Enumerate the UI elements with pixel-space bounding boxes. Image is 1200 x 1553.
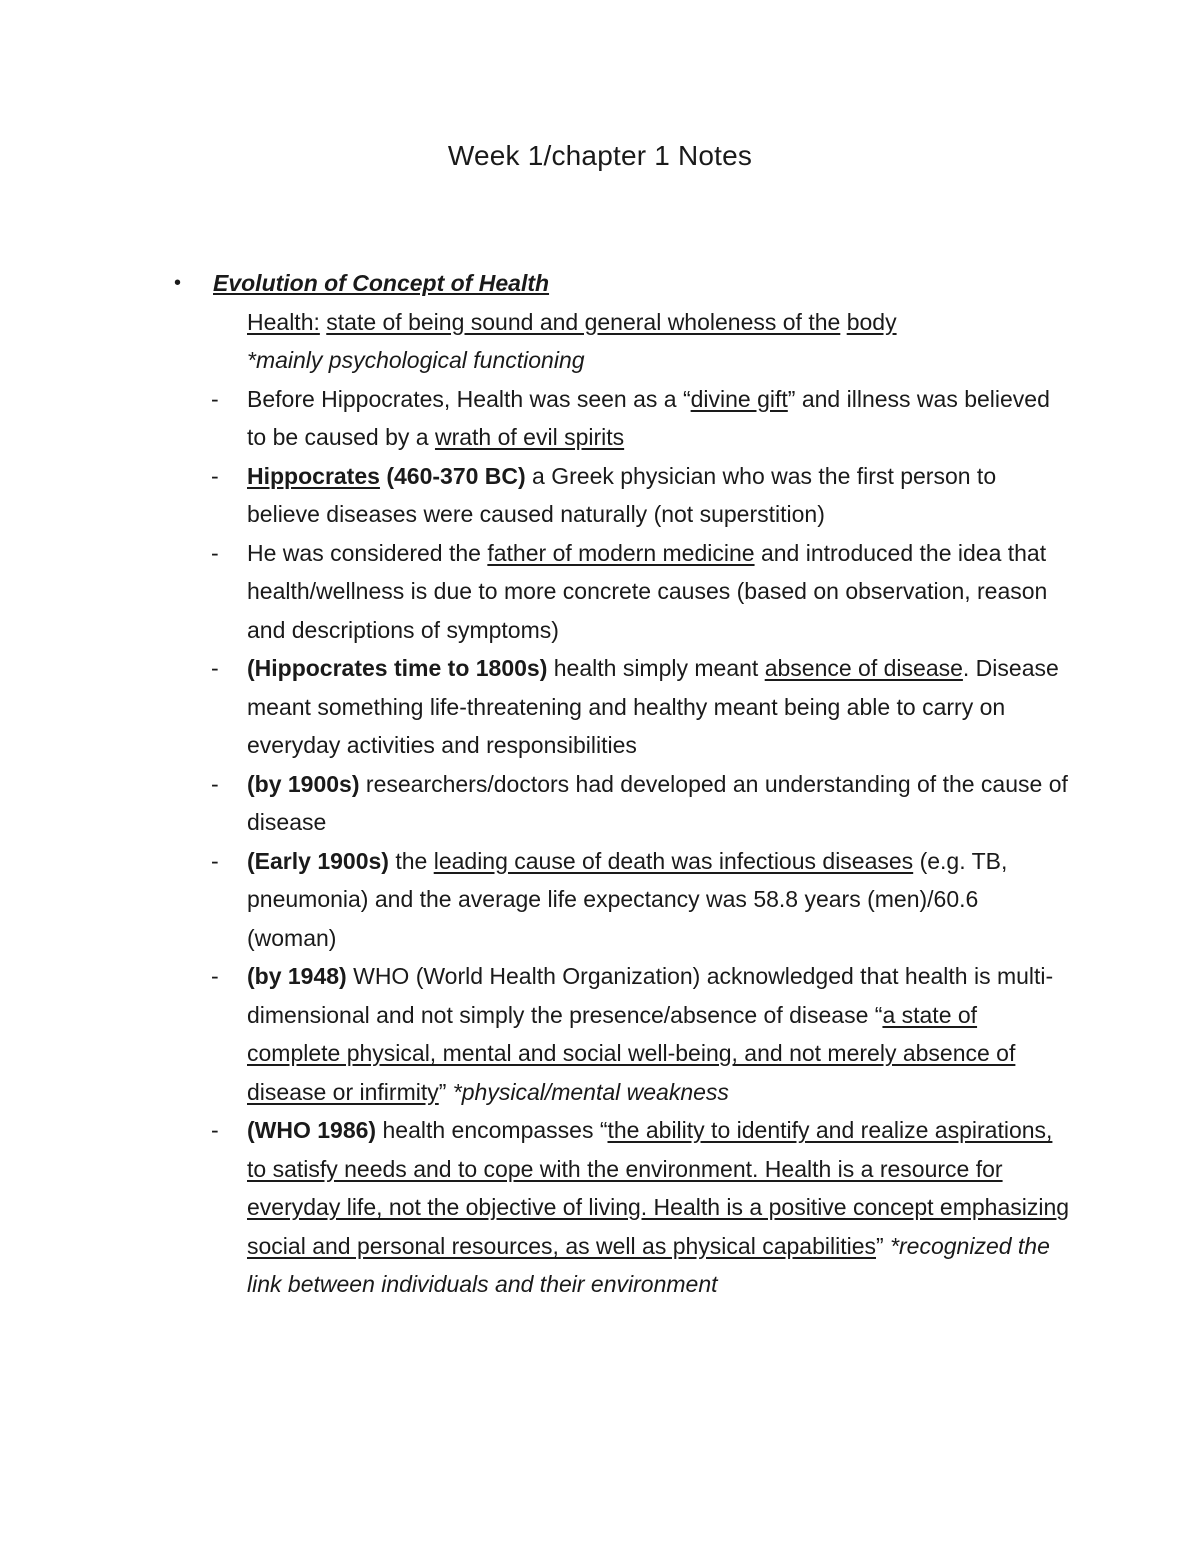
item-text: a Greek physician who was the first person to believe diseases were caused naturally (not superstition) [247,462,997,527]
definition-note-line [0,341,1200,380]
item-italic-note: *physical/mental weakness [452,1078,729,1105]
item-text: health simply meant [547,655,765,681]
item-italic-note: *recognized the link between individuals and their environment [247,1232,1050,1297]
item-bold-text: (Early 1900s) [247,847,389,874]
item-bold-underlined-text: Hippocrates [247,462,380,489]
item-underlined-text: father of modern medicine [487,539,755,566]
item-underlined-text: the ability to identify and realize aspirations, to satisfy needs and to cope with the environment. Health is a resource for everyday life, not the objective of living. Health is a positive concept emphasizing social and personal resources, as well as physical capabilities [247,1117,1070,1259]
item-underlined-text: divine gift [690,385,788,412]
list-item [0,1111,1200,1304]
definition-note: *mainly psychological functioning [247,347,585,373]
definition-word: body [846,308,897,335]
item-text: ” [438,1078,453,1105]
list-item [0,380,1200,457]
list-item [0,649,1200,765]
item-underlined-text: a state of complete physical, mental and social well-being, and not merely absence of disease or infirmity [247,1001,1016,1105]
item-text: . Disease meant something life-threatening and healthy meant being able to carry on everyday activities and responsibilities [247,655,1059,758]
item-underlined-text: wrath of evil spirits [434,424,625,450]
dash-icon: - [211,462,219,489]
section-heading-row [0,264,1200,303]
definition-text: state of being sound and general wholeness of the [326,308,841,335]
item-text: ” and illness was believed to be caused by a [247,385,1050,450]
item-text: and introduced the idea that health/wellness is due to more concrete causes (based on observation, reason and descriptions of symptoms) [247,539,1048,643]
dash-icon: - [211,847,219,874]
item-bold-text: (Hippocrates time to 1800s) [247,655,548,681]
dash-icon: - [211,770,219,797]
item-bold-text: (by 1900s) [247,770,360,797]
dash-icon: - [211,385,219,412]
item-bold-text: (by 1948) [247,963,347,989]
list-item [0,457,1200,534]
definition-line [0,303,1200,342]
item-underlined-text: leading cause of death was infectious diseases [433,847,914,874]
item-underlined-text: absence of disease [764,655,963,681]
item-text: WHO (World Health Organization) acknowledged that health is multi-dimensional and not simply the presence/absence of disease “ [247,963,1054,1028]
dash-icon: - [211,1117,219,1143]
definition-term: Health: [247,308,320,335]
list-item [0,765,1200,842]
item-text: (e.g. TB, pneumonia) and the average life expectancy was 58.8 years (men)/60.6 (woman) [247,847,1008,951]
section-heading: Evolution of Concept of Health [213,270,550,296]
notes-body [0,264,1200,1304]
item-text: researchers/doctors had developed an understanding of the cause of disease [247,770,1068,835]
dash-icon: - [211,539,219,566]
list-item [0,957,1200,1111]
item-text: ” [876,1232,891,1259]
list-item [0,534,1200,650]
item-text: health encompasses “ [376,1117,608,1143]
item-bold-text: (460-370 BC) [386,462,526,489]
bullet-icon: • [174,272,182,294]
item-text: the [388,847,434,874]
item-text: He was considered the [247,539,488,566]
dash-icon: - [211,963,219,989]
item-text: Before Hippocrates, Health was seen as a “ [247,385,691,412]
dash-icon: - [211,655,219,681]
item-bold-text: (WHO 1986) [247,1117,377,1143]
page-title: Week 1/chapter 1 Notes [447,140,753,171]
list-item [0,842,1200,958]
